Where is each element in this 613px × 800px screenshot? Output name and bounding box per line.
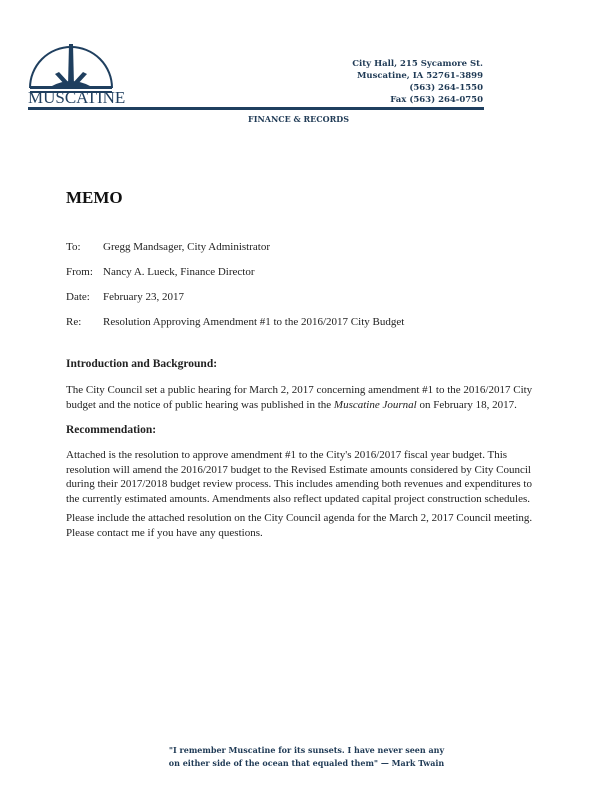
fax: Fax (563) 264-0750 bbox=[390, 95, 483, 105]
quote-line: "I remember Muscatine for its sunsets. I have never seen any bbox=[168, 745, 445, 755]
memo-title: MEMO bbox=[66, 188, 123, 207]
header-value: February 23, 2017 bbox=[103, 291, 184, 303]
header-label: Date: bbox=[66, 291, 90, 303]
intro-text-end: on February 18, 2017. bbox=[416, 398, 517, 411]
footer-quote bbox=[0, 744, 613, 770]
publication-name: Muscatine Journal bbox=[333, 398, 417, 411]
intro-text: The City Council set a public hearing for March 2, 2017 concerning amendment #1 to the 2016/2017 City budget and the notice of public hearing was published in the bbox=[66, 384, 533, 411]
header-value: Gregg Mandsager, City Administrator bbox=[103, 241, 270, 253]
address-block bbox=[352, 58, 483, 106]
department-name: FINANCE & RECORDS bbox=[248, 114, 349, 124]
header-divider bbox=[28, 107, 484, 110]
header-re bbox=[66, 316, 404, 328]
header-to bbox=[66, 241, 270, 253]
intro-heading: Introduction and Background: bbox=[66, 358, 218, 370]
header-from bbox=[66, 266, 255, 278]
header-value: Resolution Approving Amendment #1 to the 2016/2017 City Budget bbox=[103, 316, 405, 328]
header-label: Re: bbox=[66, 316, 82, 328]
recommendation-heading: Recommendation: bbox=[66, 424, 157, 436]
address-line: City Hall, 215 Sycamore St. bbox=[352, 59, 483, 69]
header-date bbox=[66, 291, 184, 303]
phone: (563) 264-1550 bbox=[409, 83, 483, 93]
logo-wordmark: MUSCATINE bbox=[28, 88, 126, 107]
intro-paragraph bbox=[66, 383, 546, 412]
quote-line: on either side of the ocean that equaled them" — Mark Twain bbox=[168, 758, 445, 768]
header-label: To: bbox=[66, 241, 81, 253]
address-line: Muscatine, IA 52761-3899 bbox=[356, 71, 483, 81]
header-value: Nancy A. Lueck, Finance Director bbox=[103, 266, 255, 278]
header-label: From: bbox=[66, 266, 93, 278]
closing-paragraph: Please include the attached resolution on the City Council agenda for the March 2, 2017 Council meeting. Please contact me if you have any questions. bbox=[66, 512, 533, 539]
recommendation-paragraph: Attached is the resolution to approve amendment #1 to the City's 2016/2017 fiscal year budget. This resolution will amend the 2016/2017 budget to the Revised Estimate amounts considered by City Council during their 2017/2018 budget review process. This includes amending both revenues and expenditures to the currently estimated amounts. Amendments also reflect updated capital project construction schedules. bbox=[66, 449, 532, 505]
